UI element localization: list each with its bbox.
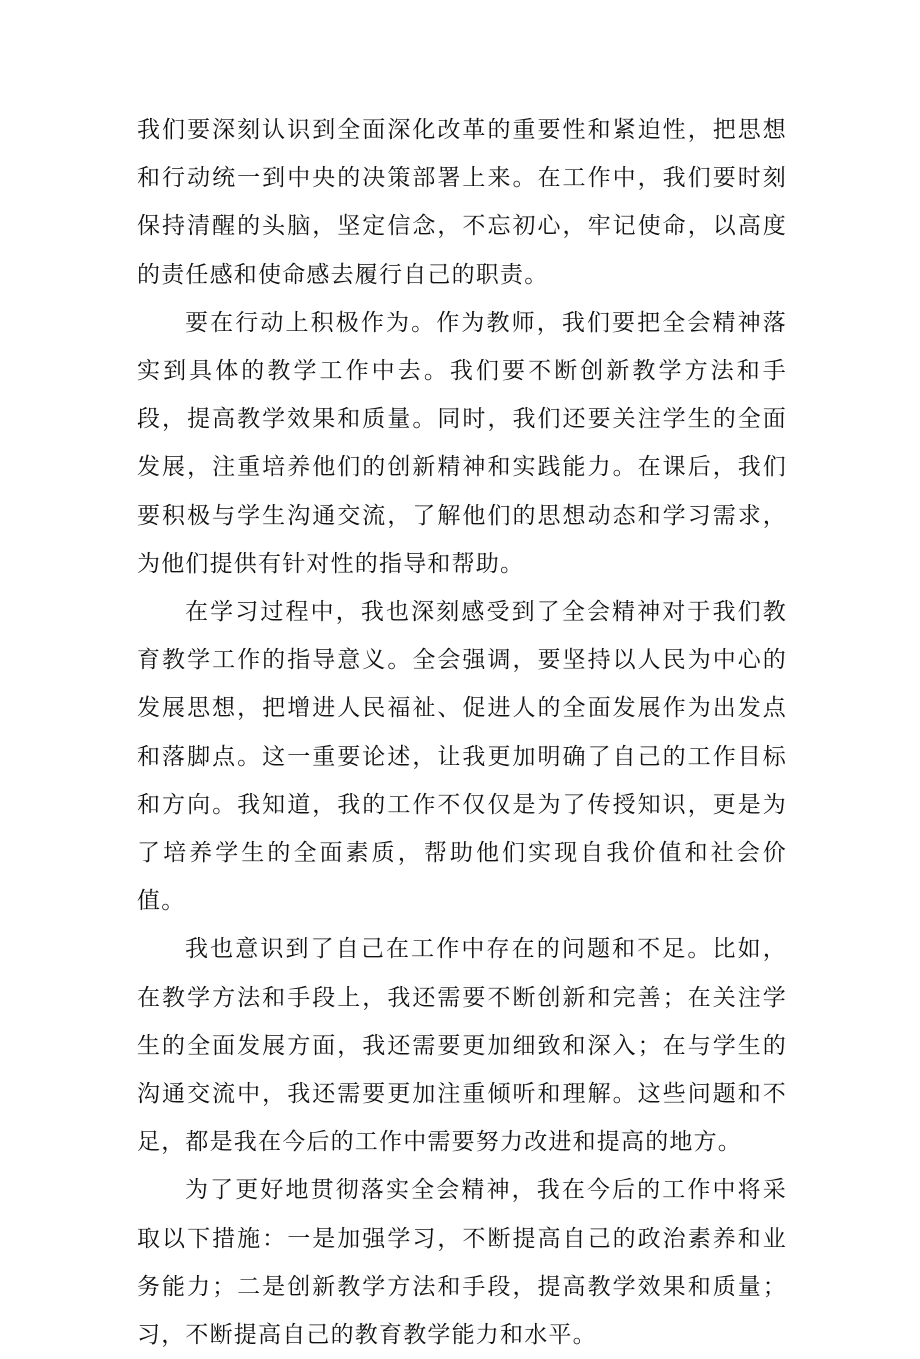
paragraph-4: 我也意识到了自己在工作中存在的问题和不足。比如，在教学方法和手段上，我还需要不断创新和完善；在关注学生的全面发展方面，我还需要更加细致和深入；在与学生的沟通交流中，我还需要更加注重倾听和理解。这些问题和不足，都是我在今后的工作中需要努力改进和提高的地方。 <box>137 936 787 1156</box>
paragraph-1: 我们要深刻认识到全面深化改革的重要性和紧迫性，把思想和行动统一到中央的决策部署上来。在工作中，我们要时刻保持清醒的头脑，坚定信念，不忘初心，牢记使命，以高度的责任感和使命感去履行自己的职责。 <box>137 117 787 288</box>
paragraph-3: 在学习过程中，我也深刻感受到了全会精神对于我们教育教学工作的指导意义。全会强调，要坚持以人民为中心的发展思想，把增进人民福祉、促进人的全面发展作为出发点和落脚点。这一重要论述，让我更加明确了自己的工作目标和方向。我知道，我的工作不仅仅是为了传授知识，更是为了培养学生的全面素质，帮助他们实现自我价值和社会价值。 <box>137 599 787 915</box>
paragraph-2: 要在行动上积极作为。作为教师，我们要把全会精神落实到具体的教学工作中去。我们要不断创新教学方法和手段，提高教学效果和质量。同时，我们还要关注学生的全面发展，注重培养他们的创新精神和实践能力。在课后，我们要积极与学生沟通交流，了解他们的思想动态和学习需求，为他们提供有针对性的指导和帮助。 <box>137 309 787 577</box>
document-body <box>137 106 787 1359</box>
paragraph-5: 为了更好地贯彻落实全会精神，我在今后的工作中将采取以下措施：一是加强学习，不断提高自己的政治素养和业务能力；二是创新教学方法和手段，提高教学效果和质量；习，不断提高自己的教育教学能力和水平。 <box>137 1177 787 1349</box>
